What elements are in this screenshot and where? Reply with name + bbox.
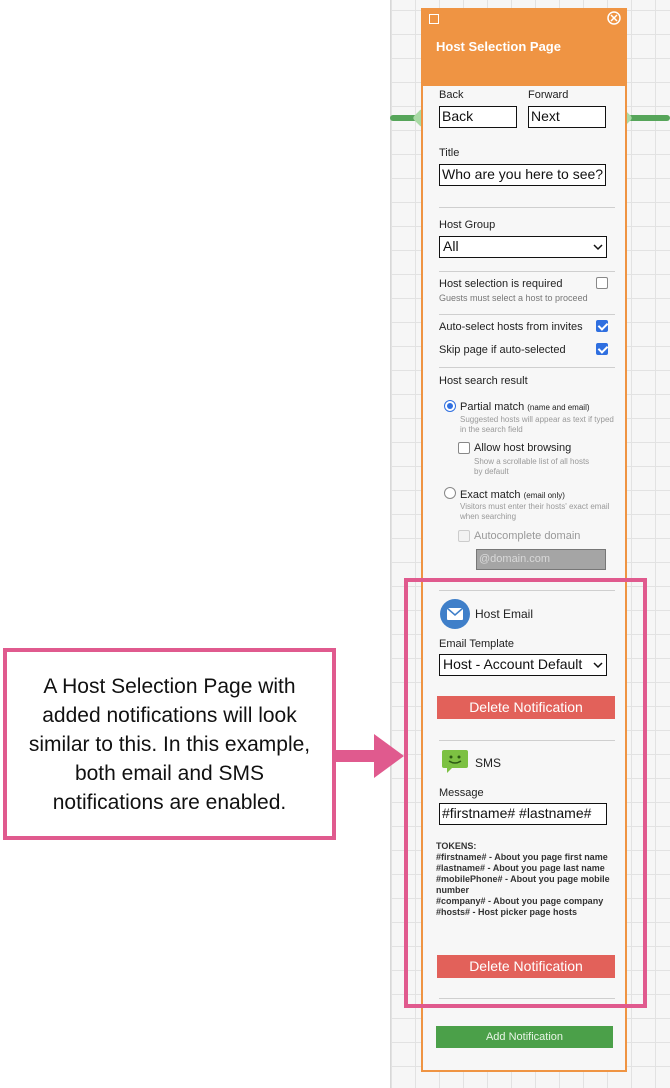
divider — [439, 740, 615, 741]
host-group-select[interactable] — [439, 236, 607, 258]
partial-match-help: Suggested hosts will appear as text if typed in the search field — [460, 415, 614, 434]
divider — [439, 367, 615, 368]
exact-match-radio[interactable] — [444, 487, 456, 499]
allow-browsing-help: Show a scrollable list of all hosts by default — [474, 457, 590, 476]
search-result-label: Host search result — [439, 375, 528, 387]
arrow-icon — [336, 730, 404, 782]
sms-title: SMS — [475, 756, 502, 770]
skip-page-label: Skip page if auto-selected — [439, 344, 566, 356]
delete-email-notification-button[interactable]: Delete Notification — [437, 696, 615, 719]
exact-match-text: Exact match — [460, 489, 521, 501]
email-template-select[interactable] — [439, 654, 607, 676]
autocomplete-label: Autocomplete domain — [474, 530, 581, 542]
close-icon[interactable] — [607, 11, 621, 25]
title-label: Title — [439, 147, 460, 159]
auto-select-label: Auto-select hosts from invites — [439, 321, 583, 333]
host-email-title: Host Email — [475, 607, 534, 621]
sms-message-input[interactable]: #firstname# #lastname# — [439, 803, 607, 825]
skip-page-checkbox[interactable] — [596, 343, 608, 355]
allow-browsing-checkbox[interactable] — [458, 442, 470, 454]
callout-box — [3, 648, 336, 840]
divider — [439, 590, 615, 591]
partial-match-radio[interactable] — [444, 400, 456, 412]
domain-input[interactable]: @domain.com — [476, 549, 606, 570]
callout-text: A Host Selection Page with added notifications will look similar to this. In this example, both email and SMS notifications are enabled. — [28, 674, 311, 814]
host-group-label: Host Group — [439, 219, 496, 231]
exact-match-help: Visitors must enter their hosts' exact email when searching — [460, 502, 610, 521]
exact-match-note: (email only) — [523, 491, 565, 500]
divider — [439, 271, 615, 272]
chevron-down-icon — [593, 660, 603, 670]
select-node-icon[interactable] — [429, 14, 439, 24]
token-line: #lastname# - About you page last name — [436, 863, 605, 873]
forward-input[interactable]: Next — [528, 106, 606, 128]
auto-select-checkbox[interactable] — [596, 320, 608, 332]
divider — [439, 314, 615, 315]
chevron-down-icon — [593, 242, 603, 252]
title-input[interactable]: Who are you here to see? — [439, 164, 606, 186]
partial-match-text: Partial match — [460, 401, 525, 413]
token-line: #company# - About you page company — [436, 896, 604, 906]
token-line: #hosts# - Host picker page hosts — [436, 907, 578, 917]
partial-match-label — [460, 401, 590, 413]
host-group-value: All — [443, 238, 459, 254]
forward-label: Forward — [528, 89, 569, 101]
token-line: TOKENS: — [436, 841, 477, 851]
partial-match-note: (name and email) — [527, 403, 590, 412]
outgoing-connector — [628, 115, 670, 121]
message-label: Message — [439, 787, 484, 799]
host-required-label: Host selection is required — [439, 278, 563, 290]
host-required-help: Guests must select a host to proceed — [439, 293, 588, 303]
tokens-list — [436, 841, 618, 918]
allow-browsing-label: Allow host browsing — [474, 442, 572, 454]
email-template-value: Host - Account Default — [443, 656, 583, 672]
divider — [439, 207, 615, 208]
back-input[interactable]: Back — [439, 106, 517, 128]
email-template-label: Email Template — [439, 638, 514, 650]
sms-icon — [441, 749, 469, 773]
autocomplete-checkbox[interactable] — [458, 530, 470, 542]
panel-title: Host Selection Page — [436, 39, 561, 54]
exact-match-label — [460, 489, 565, 501]
host-selection-panel — [421, 8, 627, 1072]
token-line: #firstname# - About you page first name — [436, 852, 608, 862]
panel-header — [423, 8, 625, 86]
token-line: #mobilePhone# - About you page mobile number — [436, 874, 610, 895]
delete-sms-notification-button[interactable]: Delete Notification — [437, 955, 615, 978]
add-notification-button[interactable]: Add Notification — [436, 1026, 613, 1048]
host-required-checkbox[interactable] — [596, 277, 608, 289]
back-label: Back — [439, 89, 464, 101]
email-icon — [440, 599, 470, 629]
divider — [439, 998, 615, 999]
